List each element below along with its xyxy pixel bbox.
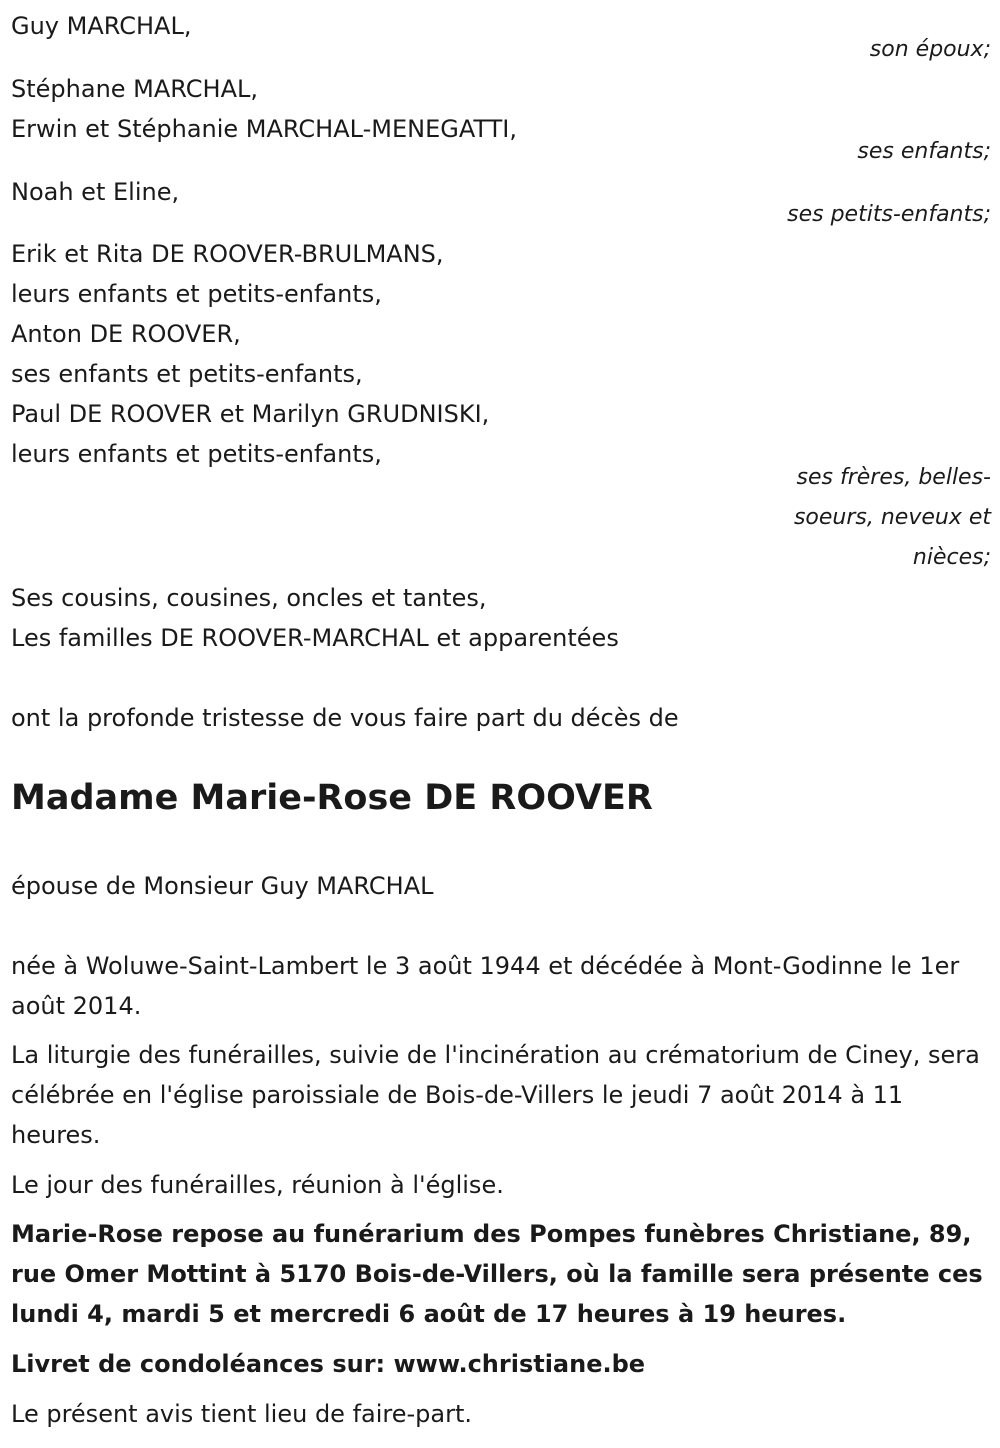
sibling-line-4: ses enfants et petits-enfants, (11, 360, 363, 388)
condolences-text: Livret de condoléances sur: www.christiane.be (11, 1350, 646, 1378)
child-name-2: Erwin et Stéphanie MARCHAL-MENEGATTI, (11, 115, 517, 143)
sibling-line-5: Paul DE ROOVER et Marilyn GRUDNISKI, (11, 400, 490, 428)
grandchildren-names: Noah et Eline, (11, 178, 180, 206)
notice-text: Le présent avis tient lieu de faire-part. (11, 1400, 473, 1428)
grandchildren-role: ses petits-enfants; (787, 202, 991, 227)
children-role: ses enfants; (857, 139, 991, 164)
spouse-role: son époux; (869, 37, 991, 62)
sibling-line-2: leurs enfants et petits-enfants, (11, 280, 382, 308)
other-relatives-2: Les familles DE ROOVER-MARCHAL et apparentées (11, 624, 619, 652)
child-name-1: Stéphane MARCHAL, (11, 75, 258, 103)
siblings-role-line-3: nièces; (912, 545, 991, 570)
siblings-role-line-1: ses frères, belles- (796, 465, 991, 490)
reunion-text: Le jour des funérailles, réunion à l'église. (11, 1171, 504, 1199)
liturgy-text: La liturgie des funérailles, suivie de l'incinération au crématorium de Ciney, sera célébrée en l'église paroissiale de Bois-de-Villers le jeudi 7 août 2014 à 11 heures. (11, 1041, 980, 1149)
sibling-line-1: Erik et Rita DE ROOVER-BRULMANS, (11, 240, 444, 268)
deceased-name: Madame Marie-Rose DE ROOVER (11, 778, 653, 818)
announcement-text: ont la profonde tristesse de vous faire part du décès de (11, 704, 679, 732)
birth-death-text: née à Woluwe-Saint-Lambert le 3 août 1944 et décédée à Mont-Godinne le 1er août 2014. (11, 952, 960, 1020)
sibling-line-6: leurs enfants et petits-enfants, (11, 440, 382, 468)
other-relatives-1: Ses cousins, cousines, oncles et tantes, (11, 584, 487, 612)
sibling-line-3: Anton DE ROOVER, (11, 320, 241, 348)
visitation-text: Marie-Rose repose au funérarium des Pompes funèbres Christiane, 89, rue Omer Mottint à 5170 Bois-de-Villers, où la famille sera présente ces lundi 4, mardi 5 et mercredi 6 août de 17 heures à 19 heures. (11, 1220, 983, 1328)
spouse-name: Guy MARCHAL, (11, 12, 192, 40)
siblings-role-line-2: soeurs, neveux et (793, 505, 991, 530)
spouse-of-text: épouse de Monsieur Guy MARCHAL (11, 872, 434, 900)
